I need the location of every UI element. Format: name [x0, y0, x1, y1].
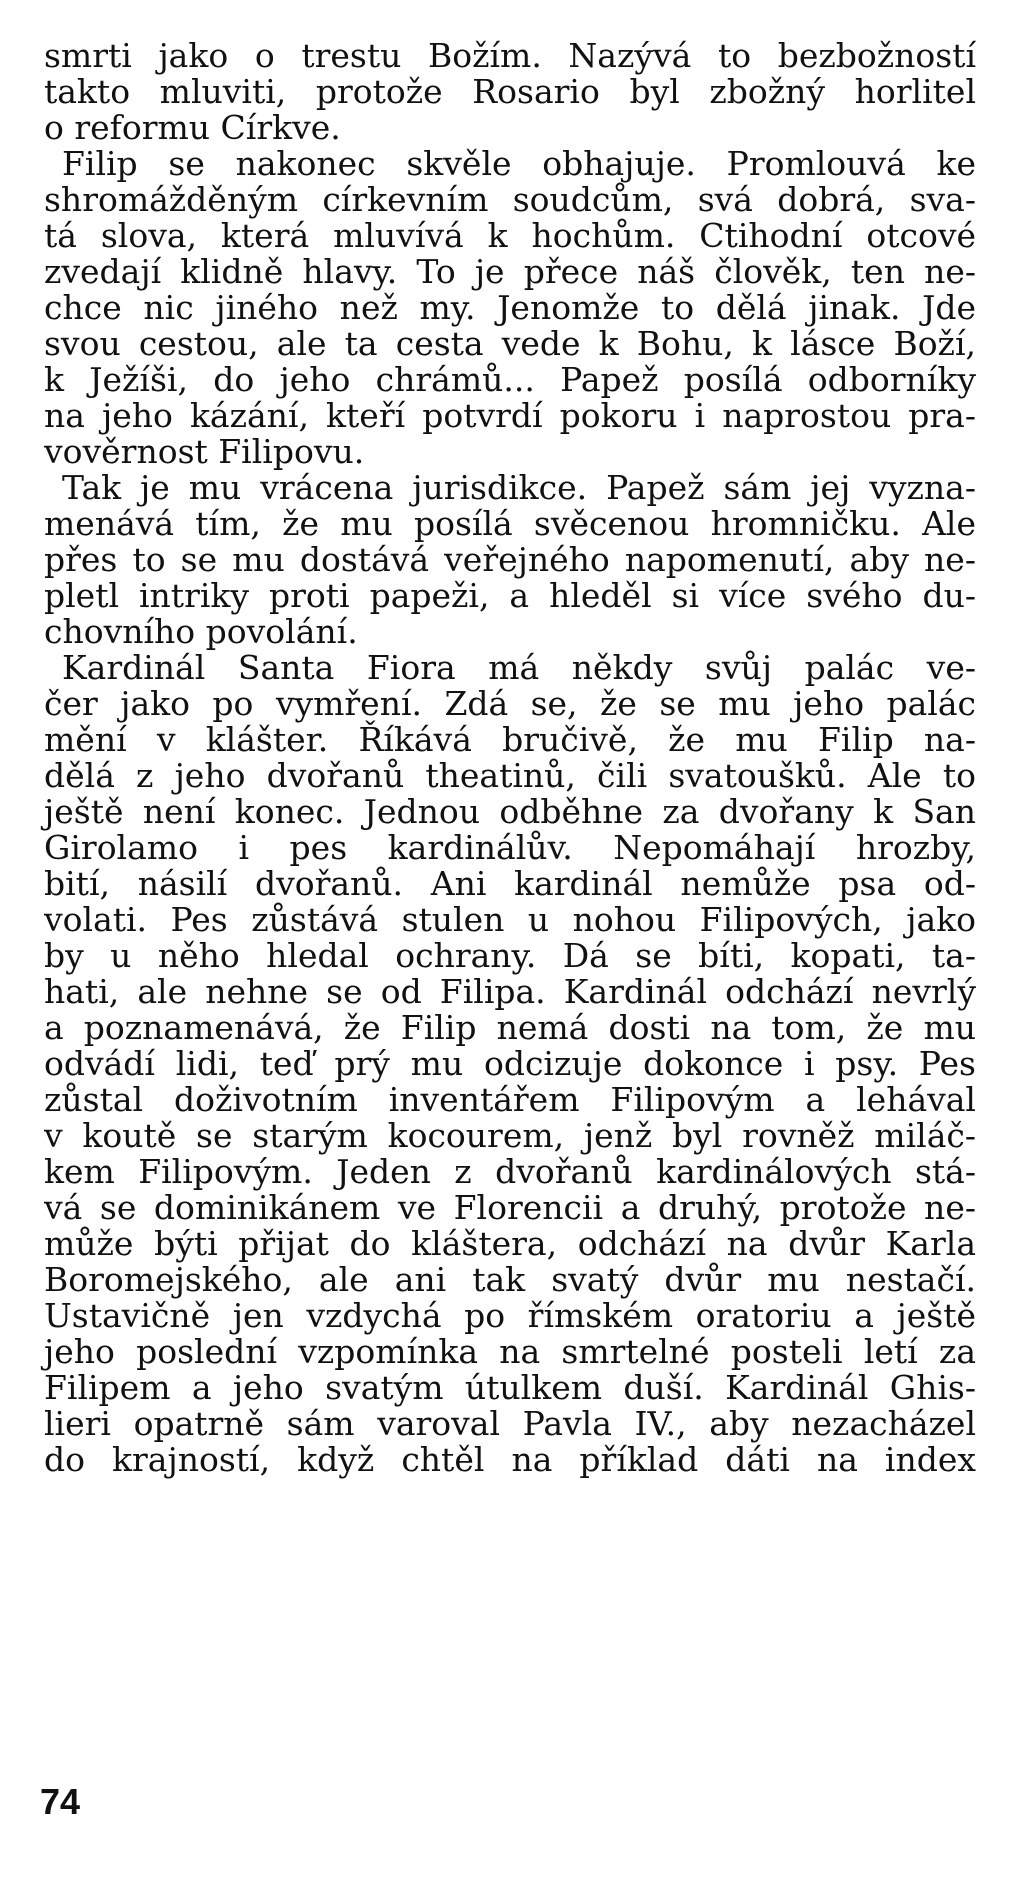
text-line: lieri opatrně sám varoval Pavla IV., aby nezacházel — [44, 1404, 976, 1443]
text-line: Kardinál Santa Fiora má někdy svůj palác ve- — [62, 648, 976, 687]
text-line: vověrnost Filipovu. — [44, 432, 365, 471]
text-line: Girolamo i pes kardinálův. Nepomáhají hrozby, — [44, 828, 976, 867]
text-line: v koutě se starým kocourem, jenž byl rovněž miláč- — [44, 1116, 976, 1155]
text-line: Ustavičně jen vzdychá po římském oratoriu a ještě — [44, 1296, 976, 1335]
text-line: k Ježíši, do jeho chrámů... Papež posílá odborníky — [44, 360, 976, 399]
text-line: shromážděným církevním soudcům, svá dobrá, sva- — [44, 180, 976, 219]
page-number: 74 — [40, 1781, 81, 1822]
text-line: kem Filipovým. Jeden z dvořanů kardinálových stá- — [44, 1152, 976, 1191]
text-line: přes to se mu dostává veřejného napomenutí, aby ne- — [44, 540, 976, 579]
text-line: pletl intriky proti papeži, a hleděl si více svého du- — [44, 576, 976, 615]
text-line: může býti přijat do kláštera, odchází na dvůr Karla — [44, 1224, 976, 1263]
text-line: Boromejského, ale ani tak svatý dvůr mu nestačí. — [44, 1260, 976, 1299]
text-line: Tak je mu vrácena jurisdikce. Papež sám jej vyzna- — [62, 468, 976, 507]
text-line: menává tím, že mu posílá svěcenou hromničku. Ale — [44, 504, 976, 543]
text-line: takto mluviti, protože Rosario byl zbožný horlitel — [44, 72, 976, 111]
text-line: mění v klášter. Říkává bručivě, že mu Filip na- — [44, 720, 976, 759]
text-line: chovního povolání. — [44, 612, 358, 651]
text-line: jeho poslední vzpomínka na smrtelné posteli letí za — [44, 1332, 976, 1371]
text-line: čer jako po vymření. Zdá se, že se mu jeho palác — [44, 684, 976, 723]
text-line: vá se dominikánem ve Florencii a druhý, protože ne- — [44, 1188, 976, 1227]
text-line: chce nic jiného než my. Jenomže to dělá jinak. Jde — [44, 288, 976, 327]
text-line: zůstal doživotním inventářem Filipovým a lehával — [44, 1080, 976, 1119]
text-line: bití, násilí dvořanů. Ani kardinál nemůže psa od- — [44, 864, 976, 903]
text-line: a poznamenává, že Filip nemá dosti na tom, že mu — [44, 1008, 976, 1047]
text-line: zvedají klidně hlavy. To je přece náš člověk, ten ne- — [44, 252, 976, 291]
text-line: tá slova, která mluvívá k hochům. Ctihodní otcové — [44, 216, 976, 255]
text-line: o reformu Církve. — [44, 108, 341, 147]
text-line: dělá z jeho dvořanů theatinů, čili svatoušků. Ale to — [44, 756, 976, 795]
text-line: ještě není konec. Jednou odběhne za dvořany k San — [44, 792, 976, 831]
text-line: do krajností, když chtěl na příklad dáti na index — [44, 1440, 976, 1479]
text-line: volati. Pes zůstává stulen u nohou Filipových, jako — [44, 900, 976, 939]
text-line: smrti jako o trestu Božím. Nazývá to bezbožností — [44, 36, 976, 75]
text-line: Filip se nakonec skvěle obhajuje. Promlouvá ke — [62, 144, 976, 183]
text-line: by u něho hledal ochrany. Dá se bíti, kopati, ta- — [44, 936, 976, 975]
text-line: svou cestou, ale ta cesta vede k Bohu, k lásce Boží, — [44, 324, 976, 363]
text-line: na jeho kázání, kteří potvrdí pokoru i naprostou pra- — [44, 396, 976, 435]
text-line: odvádí lidi, teď prý mu odcizuje dokonce i psy. Pes — [44, 1044, 976, 1083]
text-line: hati, ale nehne se od Filipa. Kardinál odchází nevrlý — [44, 972, 976, 1011]
text-line: Filipem a jeho svatým útulkem duší. Kardinál Ghis- — [44, 1368, 976, 1407]
body-text — [44, 38, 976, 1478]
